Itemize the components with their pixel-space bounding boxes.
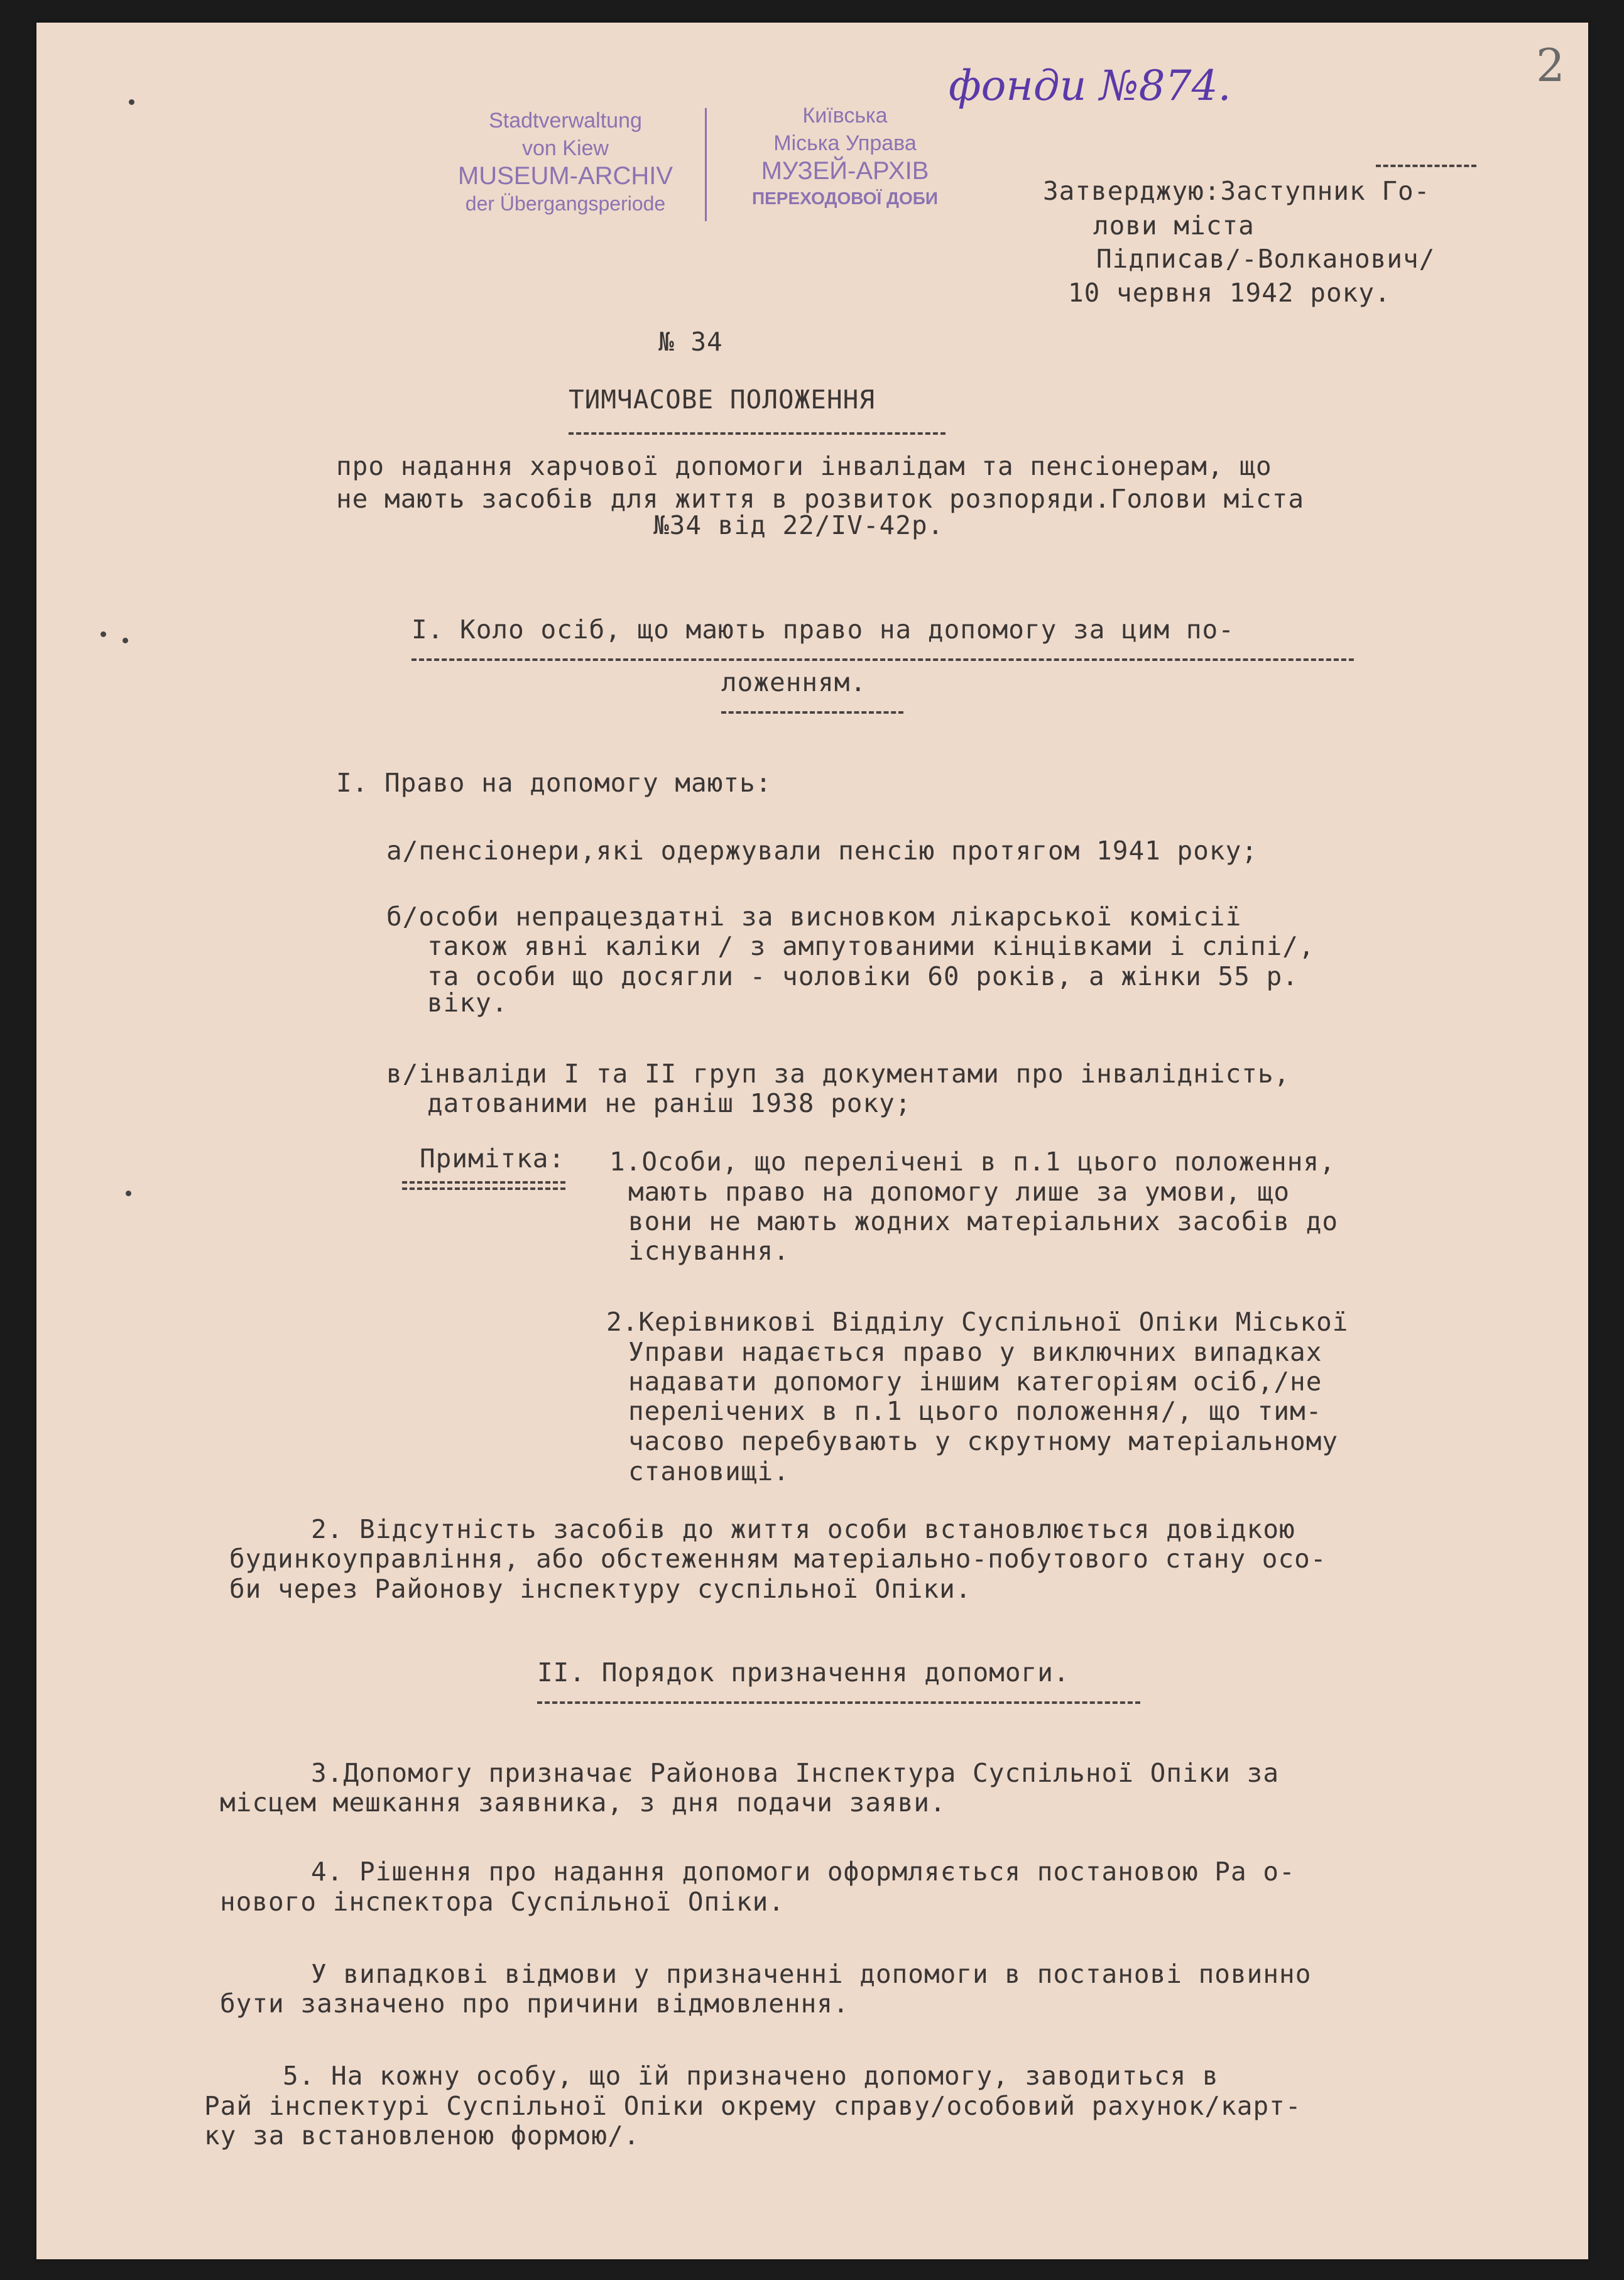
section-heading-underline — [411, 658, 1354, 661]
stamp-line: Міська Управа — [773, 131, 917, 155]
note-2: Управи надається право у виключних випадках — [628, 1337, 1322, 1367]
approval-overline — [1376, 165, 1476, 167]
document-subtitle: не мають засобів для життя в розвиток розпоряди.Голови міста — [336, 484, 1305, 514]
note-label: Примітка: — [420, 1143, 565, 1174]
document-number: № 34 — [658, 327, 723, 357]
archive-fond-annotation: фонди №874. — [949, 62, 1231, 110]
section-heading-underline — [721, 711, 903, 714]
item-1b: віку. — [427, 988, 508, 1018]
note-1: 1.Особи, що перелічені в п.1 цього положення, — [609, 1147, 1336, 1177]
item-3: місцем мешкання заявника, з дня подачи заяви. — [220, 1787, 946, 1818]
note-2: становищі. — [628, 1456, 790, 1486]
note-1: мають право на допомогу лише за умови, що — [628, 1177, 1290, 1207]
title-underline — [569, 432, 946, 435]
note-label-underline — [402, 1187, 565, 1190]
item-5: 5. На кожну особу, що їй призначено допомогу, заводиться в — [283, 2061, 1219, 2091]
section-heading: II. Порядок призначення допомоги. — [537, 1657, 1070, 1688]
approval-line: Підписав/-Волканович/ — [1096, 244, 1436, 274]
stamp-line: ПЕРЕХОДОВОЇ ДОБИ — [751, 188, 939, 208]
document-subtitle: про надання харчової допомоги інвалідам та пенсіонерам, що — [336, 451, 1272, 481]
punch-hole — [126, 1191, 131, 1196]
document-title: ТИМЧАСОВЕ ПОЛОЖЕННЯ — [569, 385, 875, 415]
item-5: Рай інспектурі Суспільної Опіки окрему справу/особовий рахунок/карт- — [204, 2091, 1302, 2121]
document-subtitle: №34 від 22/IV-42р. — [653, 510, 944, 540]
archive-stamp-german — [433, 107, 697, 217]
item-1b: б/особи непрацездатні за висновком лікарської комісії — [386, 902, 1242, 932]
stamp-line: MUSEUM-ARCHIV — [457, 162, 673, 190]
item-1: I. Право на допомогу мають: — [336, 768, 772, 798]
stamp-line: Stadtverwaltung — [489, 109, 642, 133]
stamp-line: von Kiew — [522, 136, 609, 160]
item-2: будинкоуправління, або обстеженням матеріально-побутового стану осо- — [229, 1544, 1327, 1574]
approval-line: лови міста — [1093, 210, 1255, 241]
stamp-line: Київська — [802, 104, 888, 128]
punch-hole — [129, 99, 134, 105]
section-heading: I. Коло осіб, що мають право на допомогу за цим по- — [411, 614, 1234, 645]
stamp-line: МУЗЕЙ-АРХІВ — [761, 157, 929, 185]
item-4-refusal: У випадкові відмови у призначенні допомоги в постанові повинно — [311, 1959, 1312, 1989]
section-heading: ложенням. — [721, 667, 867, 697]
punch-hole — [123, 638, 128, 643]
archive-stamp-ukrainian — [713, 102, 977, 212]
note-1: вони не мають жодних матеріальних засобів до — [628, 1206, 1339, 1236]
note-2: часово перебувають у скрутному матеріальному — [628, 1426, 1339, 1456]
item-2: би через Районову інспектуру суспільної Опіки. — [229, 1574, 972, 1604]
stamp-divider — [705, 108, 707, 221]
page-number-annotation: 2 — [1536, 39, 1565, 92]
item-1b: та особи що досягли - чоловіки 60 років, а жінки 55 р. — [427, 961, 1299, 991]
note-2: перелічених в п.1 цього положення/, що тим- — [628, 1396, 1322, 1426]
item-1b: також явні каліки / з ампутованими кінцівками і сліпі/, — [427, 931, 1315, 961]
approval-line: Затверджую:Заступник Го- — [1043, 176, 1431, 206]
item-3: 3.Допомогу призначає Районова Інспектура Суспільної Опіки за — [311, 1758, 1280, 1788]
approval-line: 10 червня 1942 року. — [1068, 278, 1391, 308]
stamp-line: der Übergangsperiode — [465, 192, 666, 215]
item-5: ку за встановленою формою/. — [204, 2120, 640, 2151]
item-1c: датованими не раніш 1938 року; — [427, 1088, 912, 1118]
item-4: нового інспектора Суспільної Опіки. — [220, 1887, 785, 1917]
note-2: 2.Керівникові Відділу Суспільної Опіки Міської — [606, 1307, 1349, 1337]
item-2: 2. Відсутність засобів до життя особи встановлюється довідкою — [311, 1514, 1295, 1544]
item-1a: а/пенсіонери,які одержували пенсію протягом 1941 року; — [386, 836, 1258, 866]
section-heading-underline — [537, 1701, 1140, 1704]
document-page — [36, 23, 1588, 2259]
note-label-underline — [402, 1181, 565, 1184]
note-2: надавати допомогу іншим категоріям осіб,/не — [628, 1366, 1322, 1397]
item-1c: в/інваліди I та II груп за документами про інвалідність, — [386, 1059, 1290, 1089]
note-1: існування. — [628, 1236, 790, 1266]
item-4-refusal: бути зазначено про причини відмовлення. — [220, 1988, 849, 2019]
item-4: 4. Рішення про надання допомоги оформляється постановою Ра о- — [311, 1857, 1295, 1887]
punch-hole — [101, 631, 106, 637]
